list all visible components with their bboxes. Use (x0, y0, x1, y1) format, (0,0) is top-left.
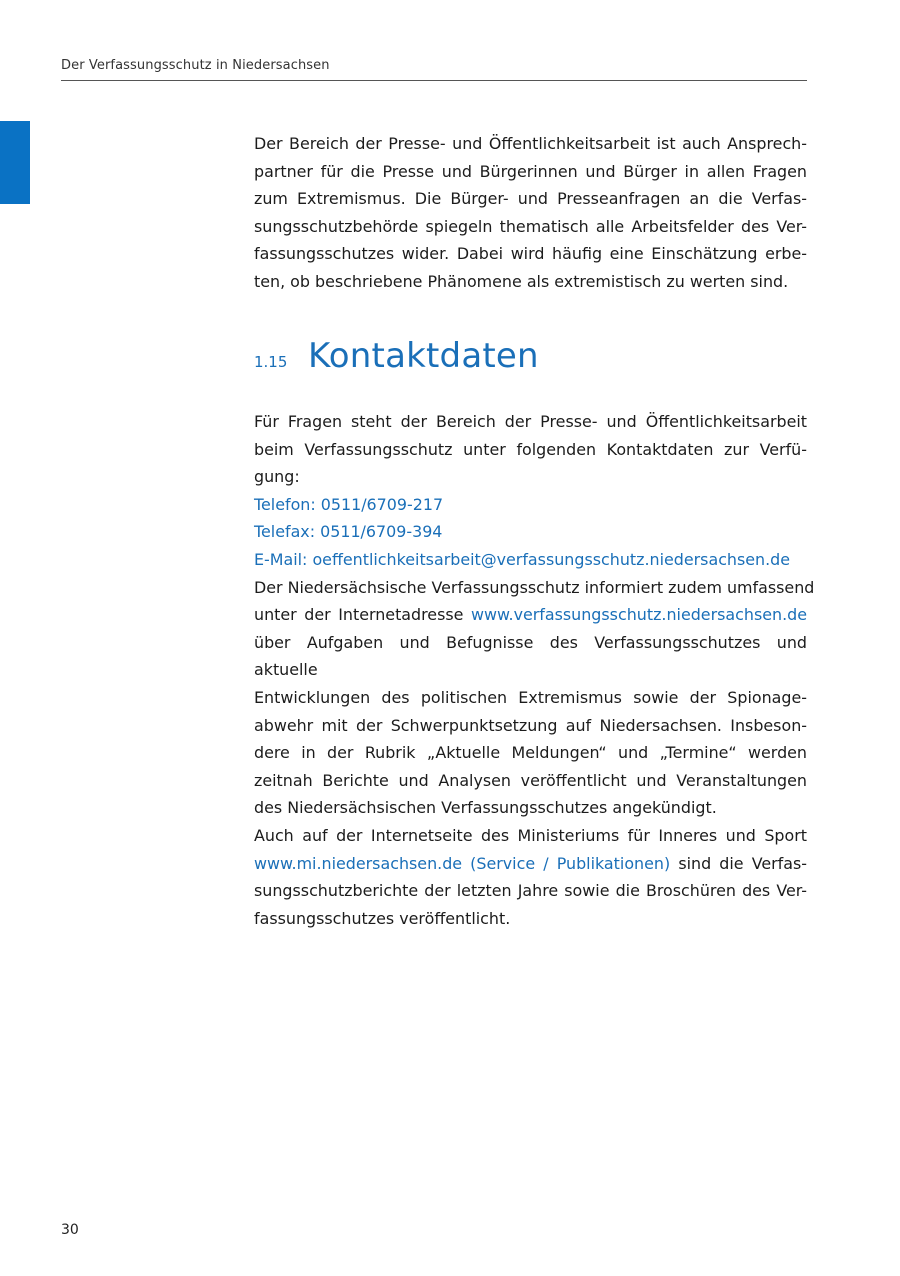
text-line: fassungsschutzes wider. Dabei wird häufig eine Einschätzung erbe- (254, 244, 807, 264)
contact-paragraph (254, 408, 815, 932)
website-link[interactable]: www.verfassungsschutz.niedersachsen.de (470, 605, 807, 625)
text-line: Für Fragen steht der Bereich der Presse- und Öffentlichkeitsarbeit (254, 412, 807, 431)
text-line: sungsschutzbehörde spiegeln thematisch alle Arbeitsfelder des Ver- (254, 216, 807, 236)
text-line: Entwicklungen des politischen Extremismus sowie der Spionage- (254, 687, 807, 707)
text-line (254, 850, 807, 878)
page-number: 30 (61, 1222, 79, 1238)
text-line: Auch auf der Internetseite des Ministeriums für Inneres und Sport (254, 825, 807, 845)
text-line: dere in der Rubrik „Aktuelle Meldungen“ und „Termine“ werden (254, 743, 807, 763)
intro-paragraph (254, 130, 807, 296)
text-line: Der Bereich der Presse- und Öffentlichkeitsarbeit ist auch Ansprech- (254, 134, 807, 153)
text-line: partner für die Presse und Bürgerinnen und Bürger in allen Fragen (254, 161, 807, 181)
text-line: über Aufgaben und Befugnisse des Verfassungsschutzes und aktuelle (254, 632, 807, 680)
text-line: gung: (254, 467, 300, 487)
text-line: beim Verfassungsschutz unter folgenden Kontaktdaten zur Verfü- (254, 439, 807, 459)
text-line: des Niedersächsischen Verfassungsschutzes angekündigt. (254, 798, 717, 818)
section-heading (254, 336, 539, 382)
text-line: zeitnah Berichte und Analysen veröffentlicht und Veranstaltungen (254, 770, 807, 790)
fax-number: Telefax: 0511/6709-394 (254, 522, 443, 542)
text-line: ten, ob beschriebene Phänomene als extremistisch zu werten sind. (254, 271, 789, 291)
section-title: Kontaktdaten (308, 336, 539, 376)
chapter-side-tab (0, 121, 30, 204)
text-line: sungsschutzberichte der letzten Jahre sowie die Broschüren des Ver- (254, 881, 807, 901)
email-link[interactable]: E-Mail: oeffentlichkeitsarbeit@verfassungsschutz.niedersachsen.de (254, 549, 791, 569)
phone-number: Telefon: 0511/6709-217 (254, 494, 444, 514)
text-line: Der Niedersächsische Verfassungsschutz informiert zudem umfassend (254, 577, 815, 597)
text-line: fassungsschutzes veröffentlicht. (254, 908, 511, 928)
text-fragment: unter der Internetadresse (254, 605, 464, 625)
text-fragment: sind die Verfas- (678, 853, 807, 873)
text-line: zum Extremismus. Die Bürger- und Presseanfragen an die Verfas- (254, 189, 807, 209)
text-line (254, 601, 807, 629)
section-number: 1.15 (254, 353, 288, 371)
running-header: Der Verfassungsschutz in Niedersachsen (61, 58, 330, 73)
text-line: abwehr mit der Schwerpunktsetzung auf Niedersachsen. Insbeson- (254, 715, 807, 735)
ministry-link[interactable]: www.mi.niedersachsen.de (Service / Publikationen) (254, 853, 671, 873)
header-rule (61, 80, 807, 81)
